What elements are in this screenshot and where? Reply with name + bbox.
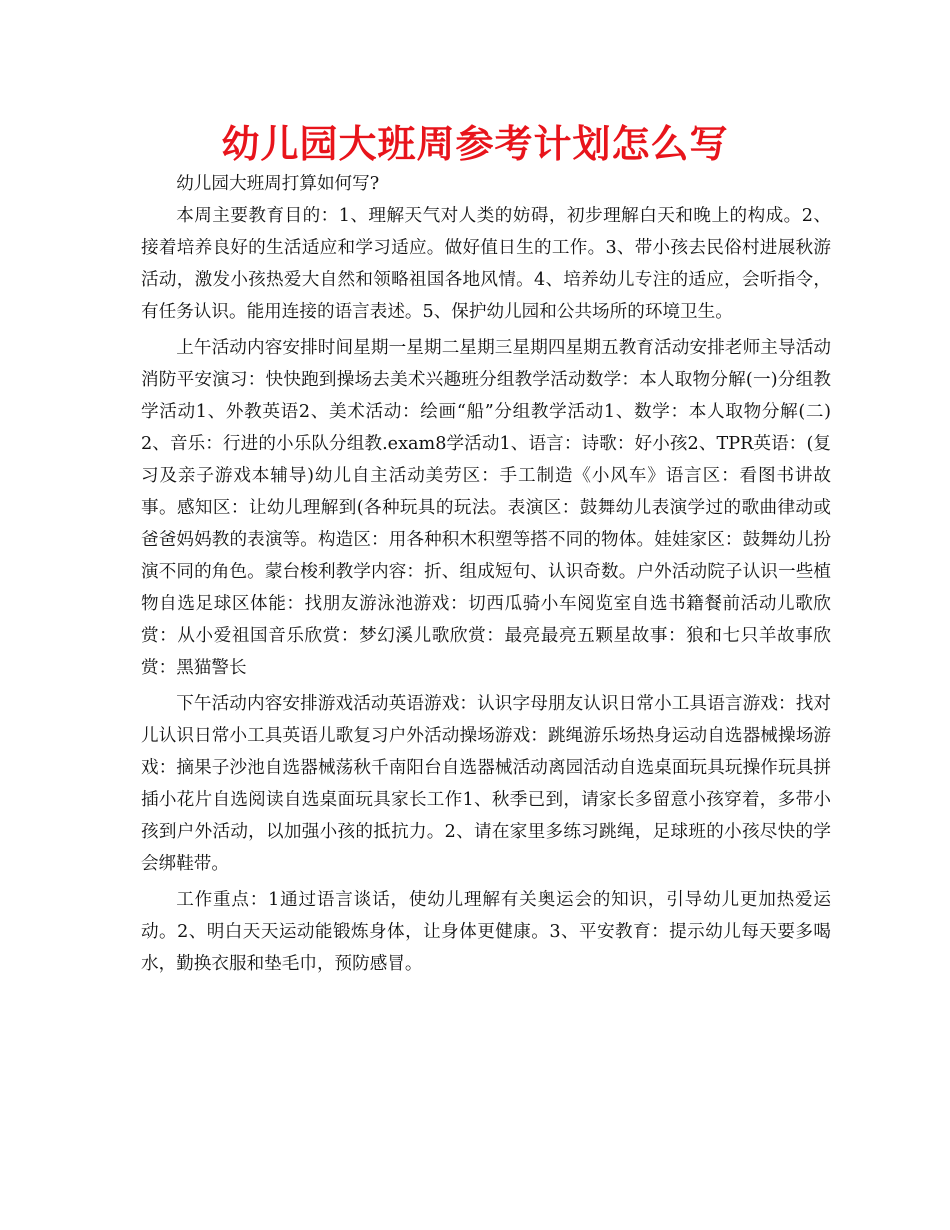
paragraph-afternoon-activities: 下午活动内容安排游戏活动英语游戏：认识字母朋友认识日常小工具语言游戏：找对儿认识日常小工具英语儿歌复习户外活动操场游戏：跳绳游乐场热身运动自选器械操场游戏：摘果子沙池自选器械荡秋千南阳台自选器械活动离园活动自选桌面玩具玩操作玩具拼插小花片自选阅读自选桌面玩具家长工作1、秋季已到，请家长多留意小孩穿着，多带小孩到户外活动，以加强小孩的抵抗力。2、请在家里多练习跳绳，足球班的小孩尽快的学会绑鞋带。 xyxy=(141,694,831,874)
paragraph-work-focus: 工作重点：1通过语言谈话，使幼儿理解有关奥运会的知识，引导幼儿更加热爱运动。2、明白天天运动能锻炼身体，让身体更健康。3、平安教育：提示幼儿每天要多喝水，勤换衣服和垫毛巾，预防感冒。 xyxy=(141,890,831,974)
paragraph-morning-activities: 上午活动内容安排时间星期一星期二星期三星期四星期五教育活动安排老师主导活动消防平安演习：快快跑到操场去美术兴趣班分组教学活动数学：本人取物分解(一)分组教学活动1、外教英语2、美术活动：绘画“船”分组教学活动1、数学：本人取物分解(二)2、音乐：行进的小乐队分组教.exam8学活动1、语言：诗歌：好小孩2、TPR英语：(复习及亲子游戏本辅导)幼儿自主活动美劳区：手工制造《小风车》语言区：看图书讲故事。感知区：让幼儿理解到(各种玩具的玩法。表演区：鼓舞幼儿表演学过的歌曲律动或爸爸妈妈教的表演等。构造区：用各种积木积塑等搭不同的物体。娃娃家区：鼓舞幼儿扮演不同的角色。蒙台梭利教学内容：折、组成短句、认识奇数。户外活动院子认识一些植物自选足球区体能：找朋友游泳池游戏：切西瓜骑小车阅览室自选书籍餐前活动儿歌欣赏：从小爱祖国音乐欣赏：梦幻溪儿歌欣赏：最亮最亮五颗星故事：狼和七只羊故事欣赏：黑猫警长 xyxy=(141,338,831,678)
paragraph-intro-question: 幼儿园大班周打算如何写? xyxy=(176,174,380,194)
document-body xyxy=(141,168,831,984)
paragraph-weekly-goals: 本周主要教育目的：1、理解天气对人类的妨碍，初步理解白天和晚上的构成。2、接着培养良好的生活适应和学习适应。做好值日生的工作。3、带小孩去民俗村进展秋游活动，激发小孩热爱大自然和领略祖国各地风情。4、培养幼儿专注的适应，会听指令，有任务认识。能用连接的语言表述。5、保护幼儿园和公共场所的环境卫生。 xyxy=(141,206,831,322)
document-title: 幼儿园大班周参考计划怎么写 xyxy=(221,122,729,166)
